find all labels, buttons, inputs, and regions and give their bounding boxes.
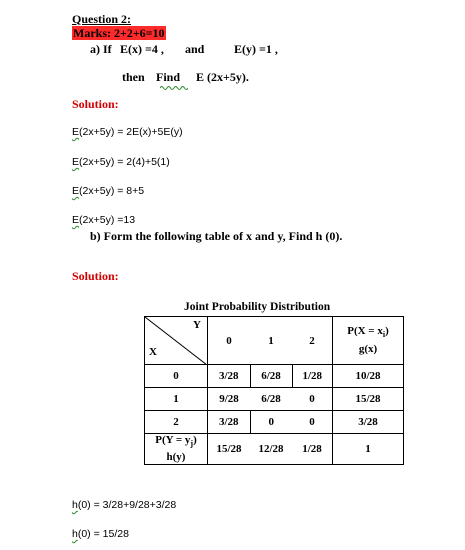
marks-line bbox=[72, 26, 166, 41]
table-row bbox=[145, 365, 404, 388]
cell-0-1: 6/28 bbox=[250, 365, 292, 388]
cell-2-0: 3/28 bbox=[208, 411, 251, 434]
part-a-find: Find bbox=[156, 70, 181, 84]
table-header-row bbox=[145, 317, 404, 365]
row-total-1: 15/28 bbox=[333, 388, 404, 411]
y-header-0: 0 bbox=[208, 317, 251, 365]
solution-line-1: E(2x+5y) = 2E(x)+5E(y) bbox=[72, 126, 183, 138]
answer-line-2: h(0) = 15/28 bbox=[72, 528, 129, 540]
answer-line-1: h(0) = 3/28+9/28+3/28 bbox=[72, 499, 177, 511]
py-header bbox=[145, 434, 208, 465]
part-a-target: E (2x+5y). bbox=[196, 70, 249, 84]
cell-1-1: 6/28 bbox=[261, 393, 281, 405]
row-total-2: 3/28 bbox=[333, 411, 404, 434]
row-total-0: 10/28 bbox=[333, 365, 404, 388]
px-header-top: $P(X = x_i)$ bbox=[347, 324, 389, 340]
part-b-text: b) Form the following table of x and y, Find h (0). bbox=[90, 229, 343, 243]
solution-label-b: Solution: bbox=[72, 269, 119, 283]
part-a-label: a) If bbox=[90, 42, 112, 56]
corner-x-label: X bbox=[149, 346, 157, 358]
col-total-0: 15/28 bbox=[208, 434, 251, 465]
x-value-0: 0 bbox=[145, 365, 208, 388]
corner-y-label: Y bbox=[193, 319, 201, 331]
solution-line-4: E(2x+5y) =13 bbox=[72, 214, 136, 226]
solution-label-a: Solution: bbox=[72, 97, 119, 111]
table-row bbox=[145, 388, 404, 411]
cell-1-0: 9/28 bbox=[208, 388, 251, 411]
table-row bbox=[145, 411, 404, 434]
cell-0-0: 3/28 bbox=[208, 365, 251, 388]
part-a-ey: E(y) =1 , bbox=[234, 42, 278, 56]
py-header-top: $P(Y = y_j)$ bbox=[155, 434, 197, 449]
x-value-1: 1 bbox=[145, 388, 208, 411]
cell-0-2: 1/28 bbox=[292, 365, 333, 388]
px-header bbox=[333, 317, 404, 365]
joint-probability-table bbox=[144, 316, 404, 465]
table-caption: Joint Probability Distribution bbox=[184, 301, 331, 313]
part-a-and: and bbox=[185, 42, 205, 56]
y-header-2: 2 bbox=[292, 317, 333, 365]
table-corner-cell bbox=[145, 317, 208, 365]
x-value-2: 2 bbox=[145, 411, 208, 434]
marks-highlight: Marks: 2+2+6=10 bbox=[73, 26, 165, 40]
solution-line-2: E(2x+5y) = 2(4)+5(1) bbox=[72, 156, 170, 168]
hy-header: h(y) bbox=[166, 450, 186, 463]
part-a-then: then bbox=[122, 70, 145, 84]
part-a-ex: E(x) =4 , bbox=[120, 42, 164, 56]
col-total-2: 1/28 bbox=[292, 434, 333, 465]
question-title: Question 2: bbox=[72, 12, 132, 26]
gx-header: g(x) bbox=[358, 343, 378, 356]
spell-squiggle-mark bbox=[160, 85, 188, 90]
table-totals-row bbox=[145, 434, 404, 465]
y-header-1: 1 bbox=[250, 317, 292, 365]
cell-2-1: 0 bbox=[250, 411, 292, 434]
solution-line-3: E(2x+5y) = 8+5 bbox=[72, 185, 145, 197]
col-total-1: 12/28 bbox=[250, 434, 292, 465]
cell-2-2: 0 bbox=[292, 411, 333, 434]
grand-total: 1 bbox=[333, 434, 404, 465]
cell-1-2: 0 bbox=[309, 393, 315, 405]
